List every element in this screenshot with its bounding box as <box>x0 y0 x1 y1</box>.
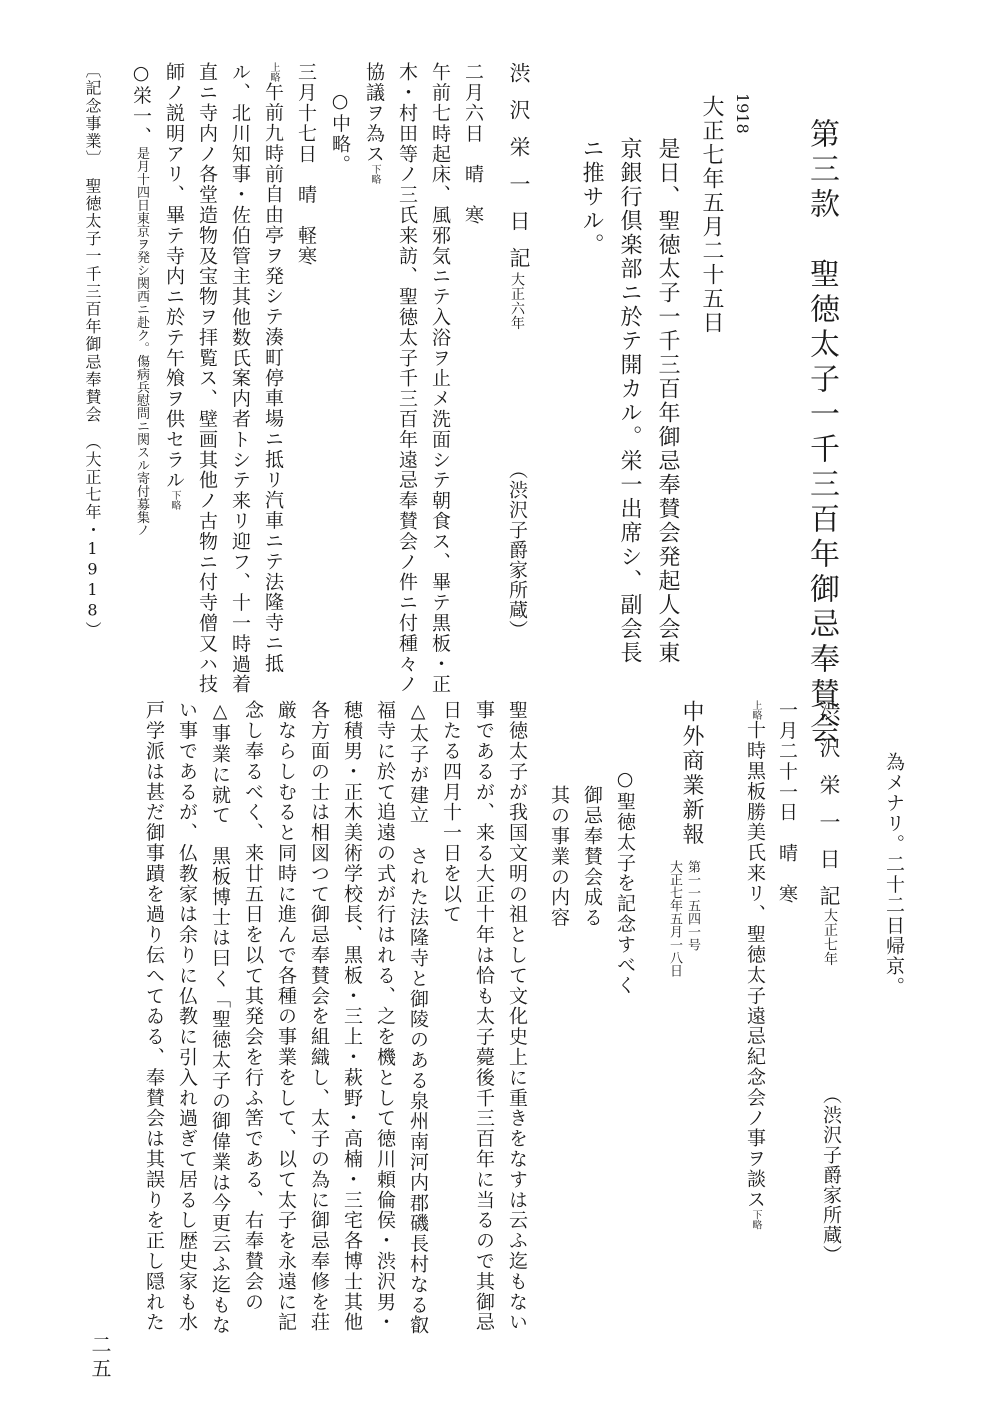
top-line-11-b: 是月十四日東京ヲ発シ関西ニ赴ク。 <box>134 146 149 355</box>
top-line-5: ○中略。 <box>329 90 351 175</box>
bottom-line-3-text: 十時黒板勝美氏来リ、聖徳太子遠忌紀念会ノ事ヲ談ス <box>744 720 766 1210</box>
top-line-3-text: 木・村田等ノ三氏来訪、聖徳太子千三百年遠忌奉賛会ノ件ニ付種々ノ <box>396 62 418 695</box>
body-line-2: 京銀行倶楽部ニ於テ開カル。栄一出席シ、副会長 <box>617 137 642 665</box>
article-line-8: 厳ならしむると同時に進んで各種の事業をして、以て太子を永遠に記 <box>275 700 297 1333</box>
omission-note: 下略 <box>169 490 180 511</box>
article-line-1: 聖徳太子が我国文明の祖として文化史上に重きをなすは云ふ迄もない <box>506 700 528 1333</box>
top-line-4-text: 協議ヲ為ス <box>363 62 385 164</box>
omission-note: 下略 <box>369 164 380 184</box>
article-line-10: △事業に就て 黒板博士は曰く「聖徳太子の御偉業は今更云ふ迄もな <box>209 700 231 1336</box>
article-headline-2: 御忌奉賛会成る <box>581 785 603 928</box>
top-line-10-text: 師ノ説明アリ、畢テ寺内ニ於テ午飧ヲ供セラル <box>163 62 185 491</box>
article-line-11: い事であるが、仏教家は余りに仏教に引入れ過ぎて居るし歴史家も水 <box>176 700 198 1333</box>
top-line-6: 三月十七日 晴 軽寒 <box>295 62 317 266</box>
bottom-line-2: 一月二十一日 晴 寒 <box>776 700 798 904</box>
article-line-3: 日たる四月十一日を以て <box>440 700 462 925</box>
bottom-line-1: 為メナリ。二十二日帰京。 <box>883 752 905 997</box>
body-line-3: ニ推サル。 <box>579 137 604 257</box>
newspaper-date: 大正七年五月一八日 <box>667 860 682 977</box>
diary-title: 渋沢栄一日記 <box>507 62 531 284</box>
top-line-4 <box>364 62 383 184</box>
top-line-7-text: 午前九時前自由亭ヲ発シテ湊町停車場ニ抵リ汽車ニテ法隆寺ニ抵 <box>262 82 284 674</box>
top-line-11-c: 傷病兵慰問ニ関スル寄付募集ノ <box>134 354 149 537</box>
article-line-4: △太子が建立 された法隆寺と御陵のある泉州南河内郡磯長村なる叡 <box>407 700 429 1336</box>
top-line-8: ル、北川知事・佐伯管主其他数氏案内者トシテ来リ迎フ、十一時過着 <box>229 62 251 695</box>
article-line-5: 福寺に於て追遠の式が行はれる、之を機として徳川頼倫侯・渋沢男・ <box>374 700 396 1333</box>
diary-source: （渋沢子爵家所蔵） <box>506 460 528 640</box>
article-line-2: 事であるが、来る大正十年は恰も太子薨後千三百年に当るので其御忌 <box>473 700 495 1333</box>
running-footer: 〔記念事業〕 聖徳太子一千三百年御忌奉賛会 （大正七年・1918） <box>83 62 102 639</box>
top-line-11 <box>131 62 150 537</box>
top-line-10 <box>164 62 183 510</box>
diary-year: 大正六年 <box>509 272 525 330</box>
article-line-9: 念し奉るべく、来廿五日を以て其発会を行ふ筈である、右奉賛会の <box>242 700 264 1312</box>
omission-note: 上略 <box>750 700 761 720</box>
diary-source-2: （渋沢子爵家所蔵） <box>820 1085 842 1265</box>
top-line-3 <box>397 62 416 694</box>
top-line-11-a: ○栄一、 <box>130 62 152 147</box>
newspaper-issue: 第一一五四一号 <box>685 860 700 951</box>
body-line-1: 是日、聖徳太子一千三百年御忌奉賛会発起人会東 <box>655 137 680 665</box>
top-line-7 <box>263 62 282 674</box>
year-ad: 1918 <box>733 93 752 134</box>
diary-year-2: 大正七年 <box>822 908 838 966</box>
top-line-2: 午前七時起床、風邪気ニテ入浴ヲ止メ洗面シテ朝食ス、畢テ黒板・正 <box>429 62 451 695</box>
omission-note: 下略 <box>750 1209 761 1230</box>
section-heading: 第三款 聖徳太子一千三百年御忌奉賛会 <box>804 118 839 748</box>
omission-note: 上略 <box>268 62 279 82</box>
top-line-1: 二月六日 晴 寒 <box>462 62 484 226</box>
bottom-line-3 <box>745 700 764 1230</box>
top-line-9: 直ニ寺内ノ各堂造物及宝物ヲ拝覧ス、壁画其他ノ古物ニ付寺僧又ハ技 <box>196 62 218 695</box>
entry-date: 大正七年五月二十五日 <box>699 95 724 335</box>
article-headline-3: 其の事業の内容 <box>548 785 570 928</box>
page-number: 二五 <box>88 1334 112 1382</box>
article-line-6: 穂積男・正木美術学校長、黒板・三上・萩野・高楠・三宅各博士其他 <box>341 700 363 1333</box>
article-headline-1: ○聖徳太子を記念すべく <box>614 768 636 996</box>
diary-title-2: 渋沢栄一日記 <box>817 700 841 922</box>
article-line-7: 各方面の士は相図つて御忌奉賛会を組織し、太子の為に御忌奉修を荘 <box>308 700 330 1333</box>
article-line-12: 戸学派は甚だ御事蹟を過り伝へてゐる、奉賛会は其誤りを正し隠れた <box>143 700 165 1333</box>
newspaper-name: 中外商業新報 <box>679 700 704 847</box>
